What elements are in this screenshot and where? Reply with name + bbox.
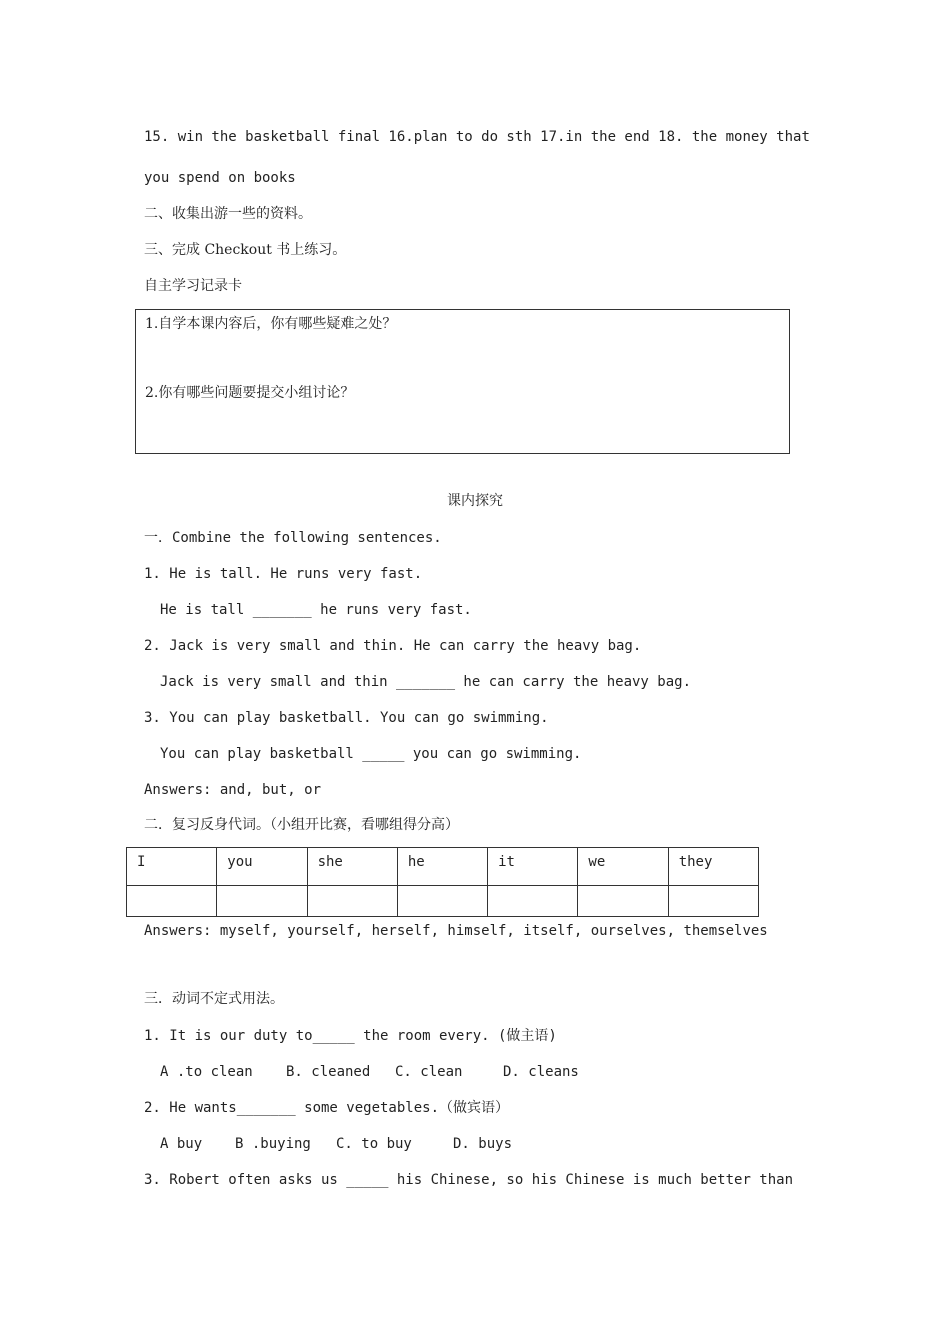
record-card-question-2: 2.你有哪些问题要提交小组讨论？ xyxy=(145,385,355,401)
part3-options-2 xyxy=(160,1135,512,1153)
part3-options-1 xyxy=(160,1063,579,1081)
option-c: C. clean xyxy=(395,1064,463,1080)
pronoun-cell: she xyxy=(307,848,397,886)
blank-cell xyxy=(127,886,217,917)
record-card-box xyxy=(135,309,790,454)
pronoun-cell: it xyxy=(488,848,578,886)
blank-cell xyxy=(578,886,668,917)
part1-answer-line-2: Jack is very small and thin _______ he can carry the heavy bag. xyxy=(160,674,692,690)
part3-question-1: 1. It is our duty to_____ the room every. (做主语) xyxy=(144,1028,557,1044)
blank-cell xyxy=(217,886,307,917)
part1-answers: Answers: and, but, or xyxy=(144,782,322,798)
part3-question-2: 2. He wants_______ some vegetables.（做宾语） xyxy=(144,1100,510,1116)
part1-answer-line-1: He is tall _______ he runs very fast. xyxy=(160,602,472,618)
option-c: C. to buy xyxy=(336,1136,412,1152)
part3-question-3: 3. Robert often asks us _____ his Chinese, so his Chinese is much better than xyxy=(144,1172,794,1188)
pronoun-cell: I xyxy=(127,848,217,886)
blank-cell xyxy=(307,886,397,917)
part3-heading: 三．动词不定式用法。 xyxy=(144,991,284,1007)
blank-cell xyxy=(397,886,487,917)
option-a: A buy xyxy=(160,1136,203,1152)
pronoun-cell: you xyxy=(217,848,307,886)
record-card-title: 自主学习记录卡 xyxy=(144,278,242,294)
task-collect-info: 二、收集出游一些的资料。 xyxy=(144,206,312,222)
part1-answer-line-3: You can play basketball _____ you can go swimming. xyxy=(160,746,582,762)
part1-question-2: 2. Jack is very small and thin. He can carry the heavy bag. xyxy=(144,638,642,654)
part2-heading: 二．复习反身代词。（小组开比赛，看哪组得分高） xyxy=(144,817,459,833)
pronoun-cell: he xyxy=(397,848,487,886)
option-d: D. buys xyxy=(453,1136,513,1152)
reflexive-answer-row xyxy=(127,886,759,917)
section-title: 课内探究 xyxy=(447,493,503,509)
option-b: B. cleaned xyxy=(286,1064,371,1080)
blank-cell xyxy=(488,886,578,917)
record-card-question-1: 1.自学本课内容后，你有哪些疑难之处？ xyxy=(145,316,397,332)
part1-heading: 一．Combine the following sentences. xyxy=(144,530,442,546)
blank-cell xyxy=(668,886,758,917)
pronoun-row xyxy=(127,848,759,886)
task-checkout: 三、完成 Checkout 书上练习。 xyxy=(144,242,347,258)
pronoun-cell: we xyxy=(578,848,668,886)
part1-question-1: 1. He is tall. He runs very fast. xyxy=(144,566,423,582)
option-a: A .to clean xyxy=(160,1064,253,1080)
vocab-line-18-cont: you spend on books xyxy=(144,170,296,186)
option-b: B .buying xyxy=(235,1136,311,1152)
vocab-line-15-18: 15. win the basketball final 16.plan to do sth 17.in the end 18. the money that xyxy=(144,129,810,145)
pronoun-table xyxy=(126,847,759,917)
option-d: D. cleans xyxy=(503,1064,579,1080)
part1-question-3: 3. You can play basketball. You can go swimming. xyxy=(144,710,549,726)
part2-answers: Answers: myself, yourself, herself, himself, itself, ourselves, themselves xyxy=(144,923,768,939)
pronoun-cell: they xyxy=(668,848,758,886)
